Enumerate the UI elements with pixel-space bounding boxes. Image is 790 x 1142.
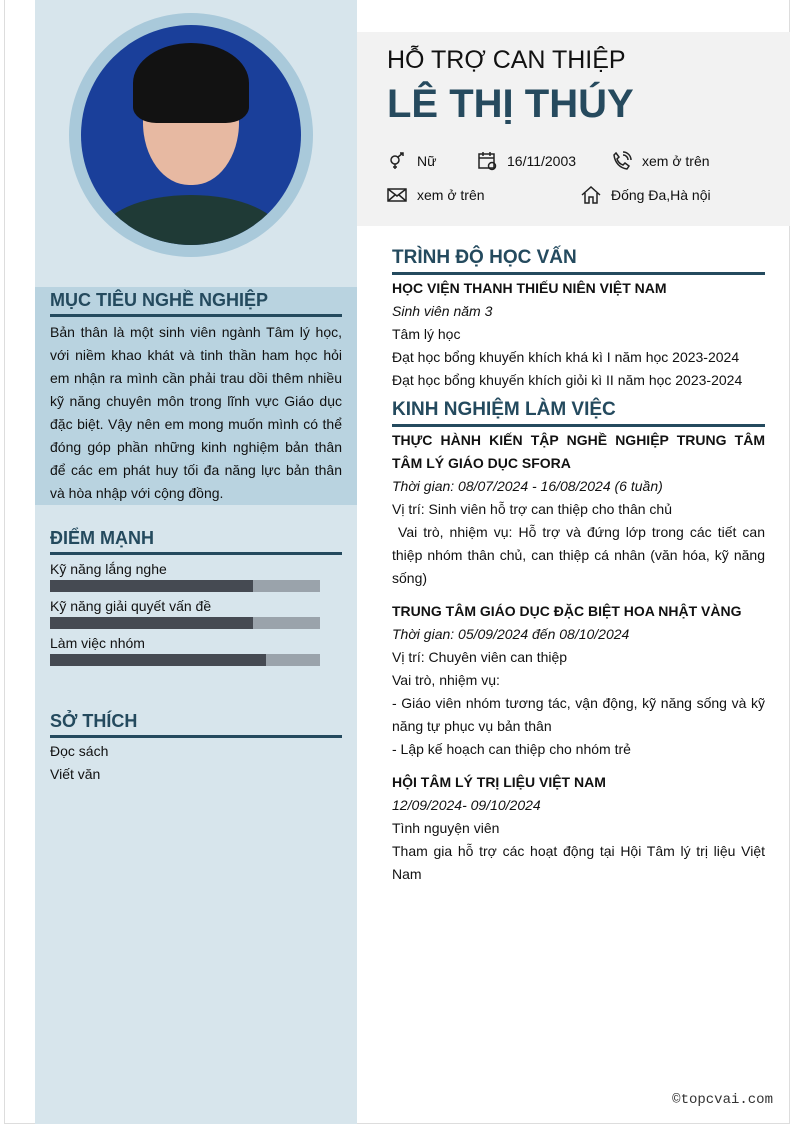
strengths-section — [50, 528, 342, 666]
job-detail: Tham gia hỗ trợ các hoạt động tại Hội Tâm lý trị liệu Việt Nam — [392, 843, 765, 882]
watermark: ©topcvai.com — [672, 1092, 773, 1108]
job-entry — [392, 771, 765, 886]
job-detail: Vị trí: Sinh viên hỗ trợ can thiệp cho thân chủ — [392, 501, 673, 517]
address-info — [581, 185, 711, 205]
achievement: Đạt học bổng khuyến khích giỏi kì II năm học 2023-2024 — [392, 372, 743, 388]
job-org: TRUNG TÂM GIÁO DỤC ĐẶC BIỆT HOA NHẬT VÀNG — [392, 603, 742, 619]
profile-photo — [69, 13, 313, 257]
skill-label: Làm việc nhóm — [50, 635, 145, 651]
calendar-icon — [477, 151, 497, 171]
skill-bar-fill — [50, 654, 266, 666]
phone-icon — [612, 151, 632, 171]
job-detail: - Lập kế hoạch can thiệp cho nhóm trẻ — [392, 741, 631, 757]
job-detail: - Giáo viên nhóm tương tác, vận động, kỹ năng sống và kỹ năng tự phục vụ bản thân — [392, 695, 765, 734]
skill-bar — [50, 617, 320, 629]
hobby-item: Đọc sách — [50, 743, 109, 759]
skill-label: Kỹ năng lắng nghe — [50, 561, 167, 577]
experience-title: KINH NGHIỆM LÀM VIỆC — [392, 399, 765, 427]
skill-item — [50, 561, 342, 592]
strengths-title: ĐIỂM MẠNH — [50, 528, 342, 555]
experience-section — [392, 399, 765, 886]
skill-bar-fill — [50, 617, 253, 629]
school-name: HỌC VIỆN THANH THIẾU NIÊN VIỆT NAM — [392, 280, 667, 296]
email-text: xem ở trên — [417, 187, 485, 203]
home-icon — [581, 185, 601, 205]
achievement: Đạt học bổng khuyến khích khá kì I năm học 2023-2024 — [392, 349, 740, 365]
job-org: THỰC HÀNH KIẾN TẬP NGHỀ NGHIỆP TRUNG TÂM TÂM LÝ GIÁO DỤC SFORA — [392, 432, 765, 471]
job-time: Thời gian: 05/09/2024 đến 08/10/2024 — [392, 626, 630, 642]
hobbies-section — [50, 711, 342, 786]
education-title: TRÌNH ĐỘ HỌC VẤN — [392, 247, 765, 275]
hobbies-title: SỞ THÍCH — [50, 711, 342, 738]
job-detail: Vị trí: Chuyên viên can thiệp — [392, 649, 568, 665]
objective-section — [50, 290, 342, 505]
skill-label: Kỹ năng giải quyết vấn đề — [50, 598, 212, 614]
mail-icon — [387, 185, 407, 205]
objective-title: MỤC TIÊU NGHỀ NGHIỆP — [50, 290, 342, 317]
school-year: Sinh viên năm 3 — [392, 303, 493, 319]
skill-item — [50, 598, 342, 629]
header — [357, 32, 790, 226]
objective-text: Bản thân là một sinh viên ngành Tâm lý học, với niềm khao khát và tinh thần ham học hỏi em nhận ra mình cần phải trau dồi thêm nhiều kỹ năng chuyên môn trong lĩnh vực Giáo dục đặc biệt. Vậy nên em mong muốn mình có thể đóng góp phần những kinh nghiệm bản thân để các em phát huy tối đa năng lực bản thân và hòa nhập với cộng đồng. — [50, 324, 342, 501]
full-name: LÊ THỊ THÚY — [387, 82, 634, 126]
job-time: Thời gian: 08/07/2024 - 16/08/2024 (6 tuần) — [392, 478, 663, 494]
job-role: HỖ TRỢ CAN THIỆP — [387, 46, 626, 74]
job-entry — [392, 600, 765, 761]
job-detail: Tình nguyện viên — [392, 820, 500, 836]
job-detail: Vai trò, nhiệm vụ: — [392, 672, 500, 688]
phone-text: xem ở trên — [642, 153, 710, 169]
job-entry — [392, 429, 765, 590]
skill-item — [50, 635, 342, 666]
skill-bar — [50, 654, 320, 666]
dob-text: 16/11/2003 — [507, 153, 577, 169]
job-org: HỘI TÂM LÝ TRỊ LIỆU VIỆT NAM — [392, 774, 606, 790]
phone-info — [612, 151, 710, 171]
gender-text: Nữ — [417, 153, 437, 169]
address-text: Đống Đa,Hà nội — [611, 187, 711, 203]
dob-info — [477, 151, 576, 171]
skill-bar — [50, 580, 320, 592]
skill-bar-fill — [50, 580, 253, 592]
email-info — [387, 185, 485, 205]
job-time: 12/09/2024- 09/10/2024 — [392, 797, 541, 813]
job-detail: Vai trò, nhiệm vụ: Hỗ trợ và đứng lớp trong các tiết can thiệp nhóm thân chủ, can thiệp cá nhân (văn hóa, kỹ năng sống) — [392, 524, 765, 586]
major: Tâm lý học — [392, 326, 461, 342]
education-section — [392, 247, 765, 392]
gender-info — [387, 151, 436, 171]
gender-icon — [387, 151, 407, 171]
hobby-item: Viết văn — [50, 766, 101, 782]
